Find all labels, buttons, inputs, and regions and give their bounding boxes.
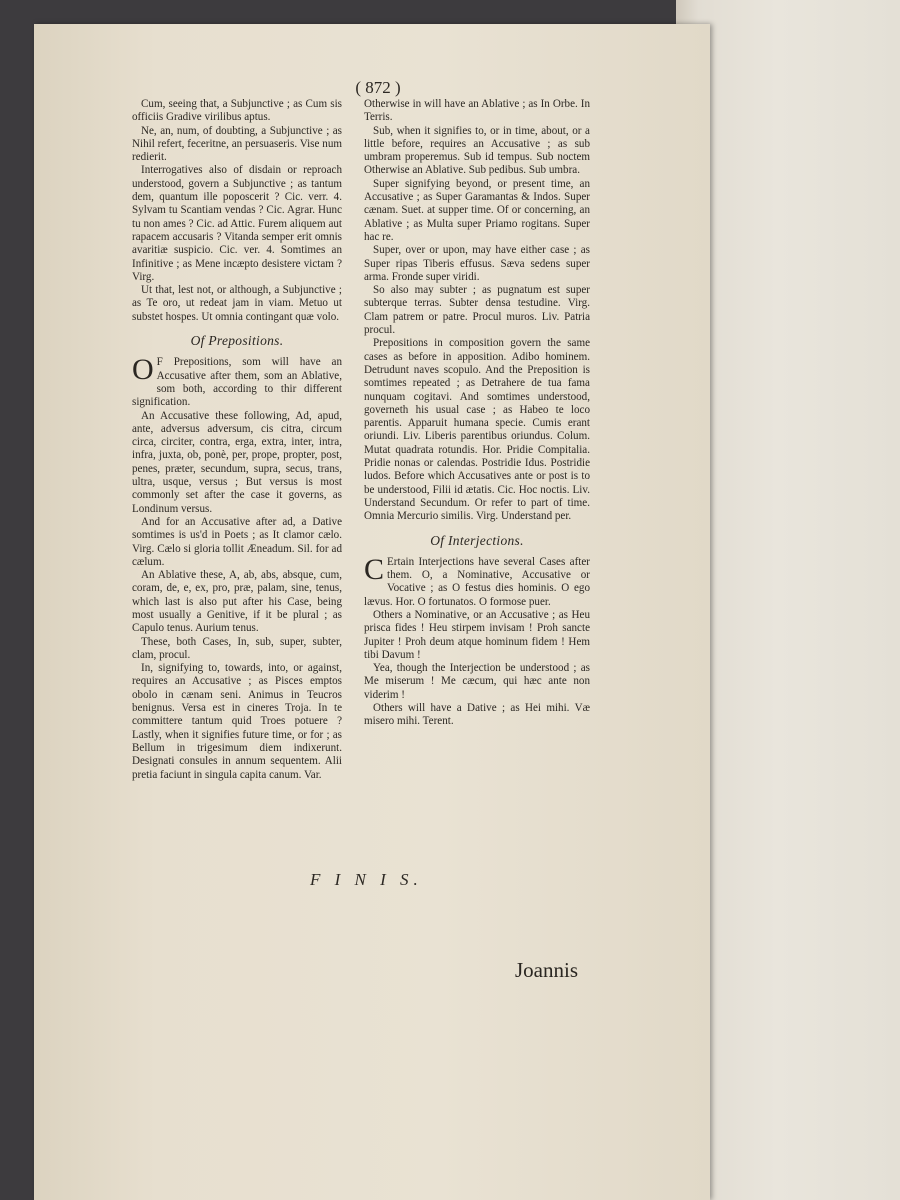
paragraph: Others a Nominative, or an Accusative ; as Heu prisca fides ! Heu stirpem invisam ! Proh sancte Jupiter ! Proh deum atque hominum fidem ! Hem tibi Davum ! xyxy=(364,608,590,661)
paragraph: Ut that, lest not, or although, a Subjunctive ; as Te oro, ut redeat jam in viam. Metuo ut substet hospes. Ut omnia contingant quæ volo. xyxy=(132,284,342,323)
paragraph: And for an Accusative after ad, a Dative somtimes is us'd in Poets ; as It clamor cælo. Virg. Cælo si gloria tollit Æneadum. Sil. for ad cælum. xyxy=(132,515,342,568)
paragraph: Super, over or upon, may have either case ; as Super ripas Tiberis effusus. Sæva sedens super arma. Fronde super viridi. xyxy=(364,244,590,283)
paragraph: In, signifying to, towards, into, or against, requires an Accusative ; as Pisces emptos obolo in cænam seni. Animus in Teucros benignus. Versa est in cineres Troja. In te committere tantum quid Troes potuere ? Lastly, when it signifies future time, or for ; as Bellum in trigesimum diem indixerunt. Designati consules in annum sequentem. Alii pretia faciunt in singula capita canum. Var. xyxy=(132,662,342,781)
paragraph-text: F Prepositions, som will have an Accusative after them, som an Ablative, som both, according to thir different signification. xyxy=(132,356,342,409)
left-column xyxy=(132,98,342,782)
paragraph-text: Ertain Interjections have several Cases after them. O, a Nominative, Accusative or Vocative ; as O festus dies hominis. O ego lævus. Hor. O fortunatos. O formose puer. xyxy=(364,555,590,608)
paragraph: Otherwise in will have an Ablative ; as In Orbe. In Terris. xyxy=(364,98,590,124)
finis-mark: F I N I S. xyxy=(310,870,423,889)
page-number: ( 872 ) xyxy=(355,78,401,97)
section-heading-prepositions: Of Prepositions. xyxy=(190,333,284,349)
paragraph: Yea, though the Interjection be understood ; as Me miserum ! Me cæcum, qui hæc ante non viderim ! xyxy=(364,662,590,701)
paragraph: So also may subter ; as pugnatum est super subterque terras. Subter densa testudine. Virg. Clam patrem or patre. Procul muros. Liv. Patria procul. xyxy=(364,284,590,337)
paragraph: These, both Cases, In, sub, super, subter, clam, procul. xyxy=(132,635,342,661)
paragraph: An Ablative these, A, ab, abs, absque, cum, coram, de, e, ex, pro, præ, palam, sine, tenus, which last is also put after his Case, being most usually a Genitive, if it be plural ; as Capulo tenus. Aurium tenus. xyxy=(132,569,342,635)
paragraph-with-dropcap xyxy=(364,552,590,609)
paragraph: An Accusative these following, Ad, apud, ante, adversus adversum, cis citra, circum circa, circiter, contra, erga, extra, inter, intra, infra, juxta, ob, ponè, per, prope, propter, post, penes, præter, secundum, supra, secus, trans, ultra, usque, versus ; But versus is most commonly set after the case it governs, as Londinum versus. xyxy=(132,409,342,515)
section-heading-interjections: Of Interjections. xyxy=(430,532,524,548)
catchword: Joannis xyxy=(515,958,578,982)
paragraph: Cum, seeing that, a Subjunctive ; as Cum sis officiis Gradive virilibus aptus. xyxy=(132,98,342,124)
paragraph: Super signifying beyond, or present time, an Accusative ; as Super Garamantas & Indos. Super cænam. Suet. at supper time. Of or concerning, an Ablative ; as Multa super Priamo rogitans. Super hac re. xyxy=(364,177,590,243)
paragraph-with-dropcap xyxy=(132,353,342,409)
paragraph: Prepositions in composition govern the same cases as before in apposition. Adibo hominem. Detrudunt naves scopulo. And the Preposition is somtimes repeated ; as Detrahere de tua fama nunquam cogitavi. And somtimes understood, governeth his usual case ; as Habeo te loco parentis. Apparuit humana specie. Cumis erant oriundi. Liv. Liberis parentibus oriundus. Colum. Mutat quadrata rotundis. Hor. Pridie Compitalia. Pridie nonas or calendas. Postridie Idus. Postridie ludos. Before which Accusatives ante or post is to be understood, Filii id ætatis. Cic. Hoc noctis. Liv. Understand Secundum. Or refer to part of time. Omnia Mercurio similis. Virg. Understand per. xyxy=(364,337,590,523)
right-column xyxy=(364,98,590,729)
drop-cap: O xyxy=(132,353,154,387)
paragraph: Interrogatives also of disdain or reproach understood, govern a Subjunctive ; as tantum dem, quantum ille poposcerit ? Cic. verr. 4. Sylvam tu Scantiam vendas ? Cic. Agrar. Hunc tu non ames ? Cic. ad Attic. Furem aliquem aut rapacem accusaris ? Vitanda semper erit omnis avaritiæ suspicio. Cic. ver. 4. Somtimes an Infinitive ; as Mene incæpto desistere victam ? Virg. xyxy=(132,164,342,283)
drop-cap: C xyxy=(364,552,385,586)
paragraph: Others will have a Dative ; as Hei mihi. Væ misero mihi. Terent. xyxy=(364,702,590,728)
paragraph: Ne, an, num, of doubting, a Subjunctive ; as Nihil refert, feceritne, an persuaseris. Vise num redierit. xyxy=(132,124,342,164)
paragraph: Sub, when it signifies to, or in time, about, or a little before, requires an Accusative ; as sub umbram properemus. Sub id tempus. Sub noctem Otherwise an Ablative. Sub pedibus. Sub umbra. xyxy=(364,124,590,177)
